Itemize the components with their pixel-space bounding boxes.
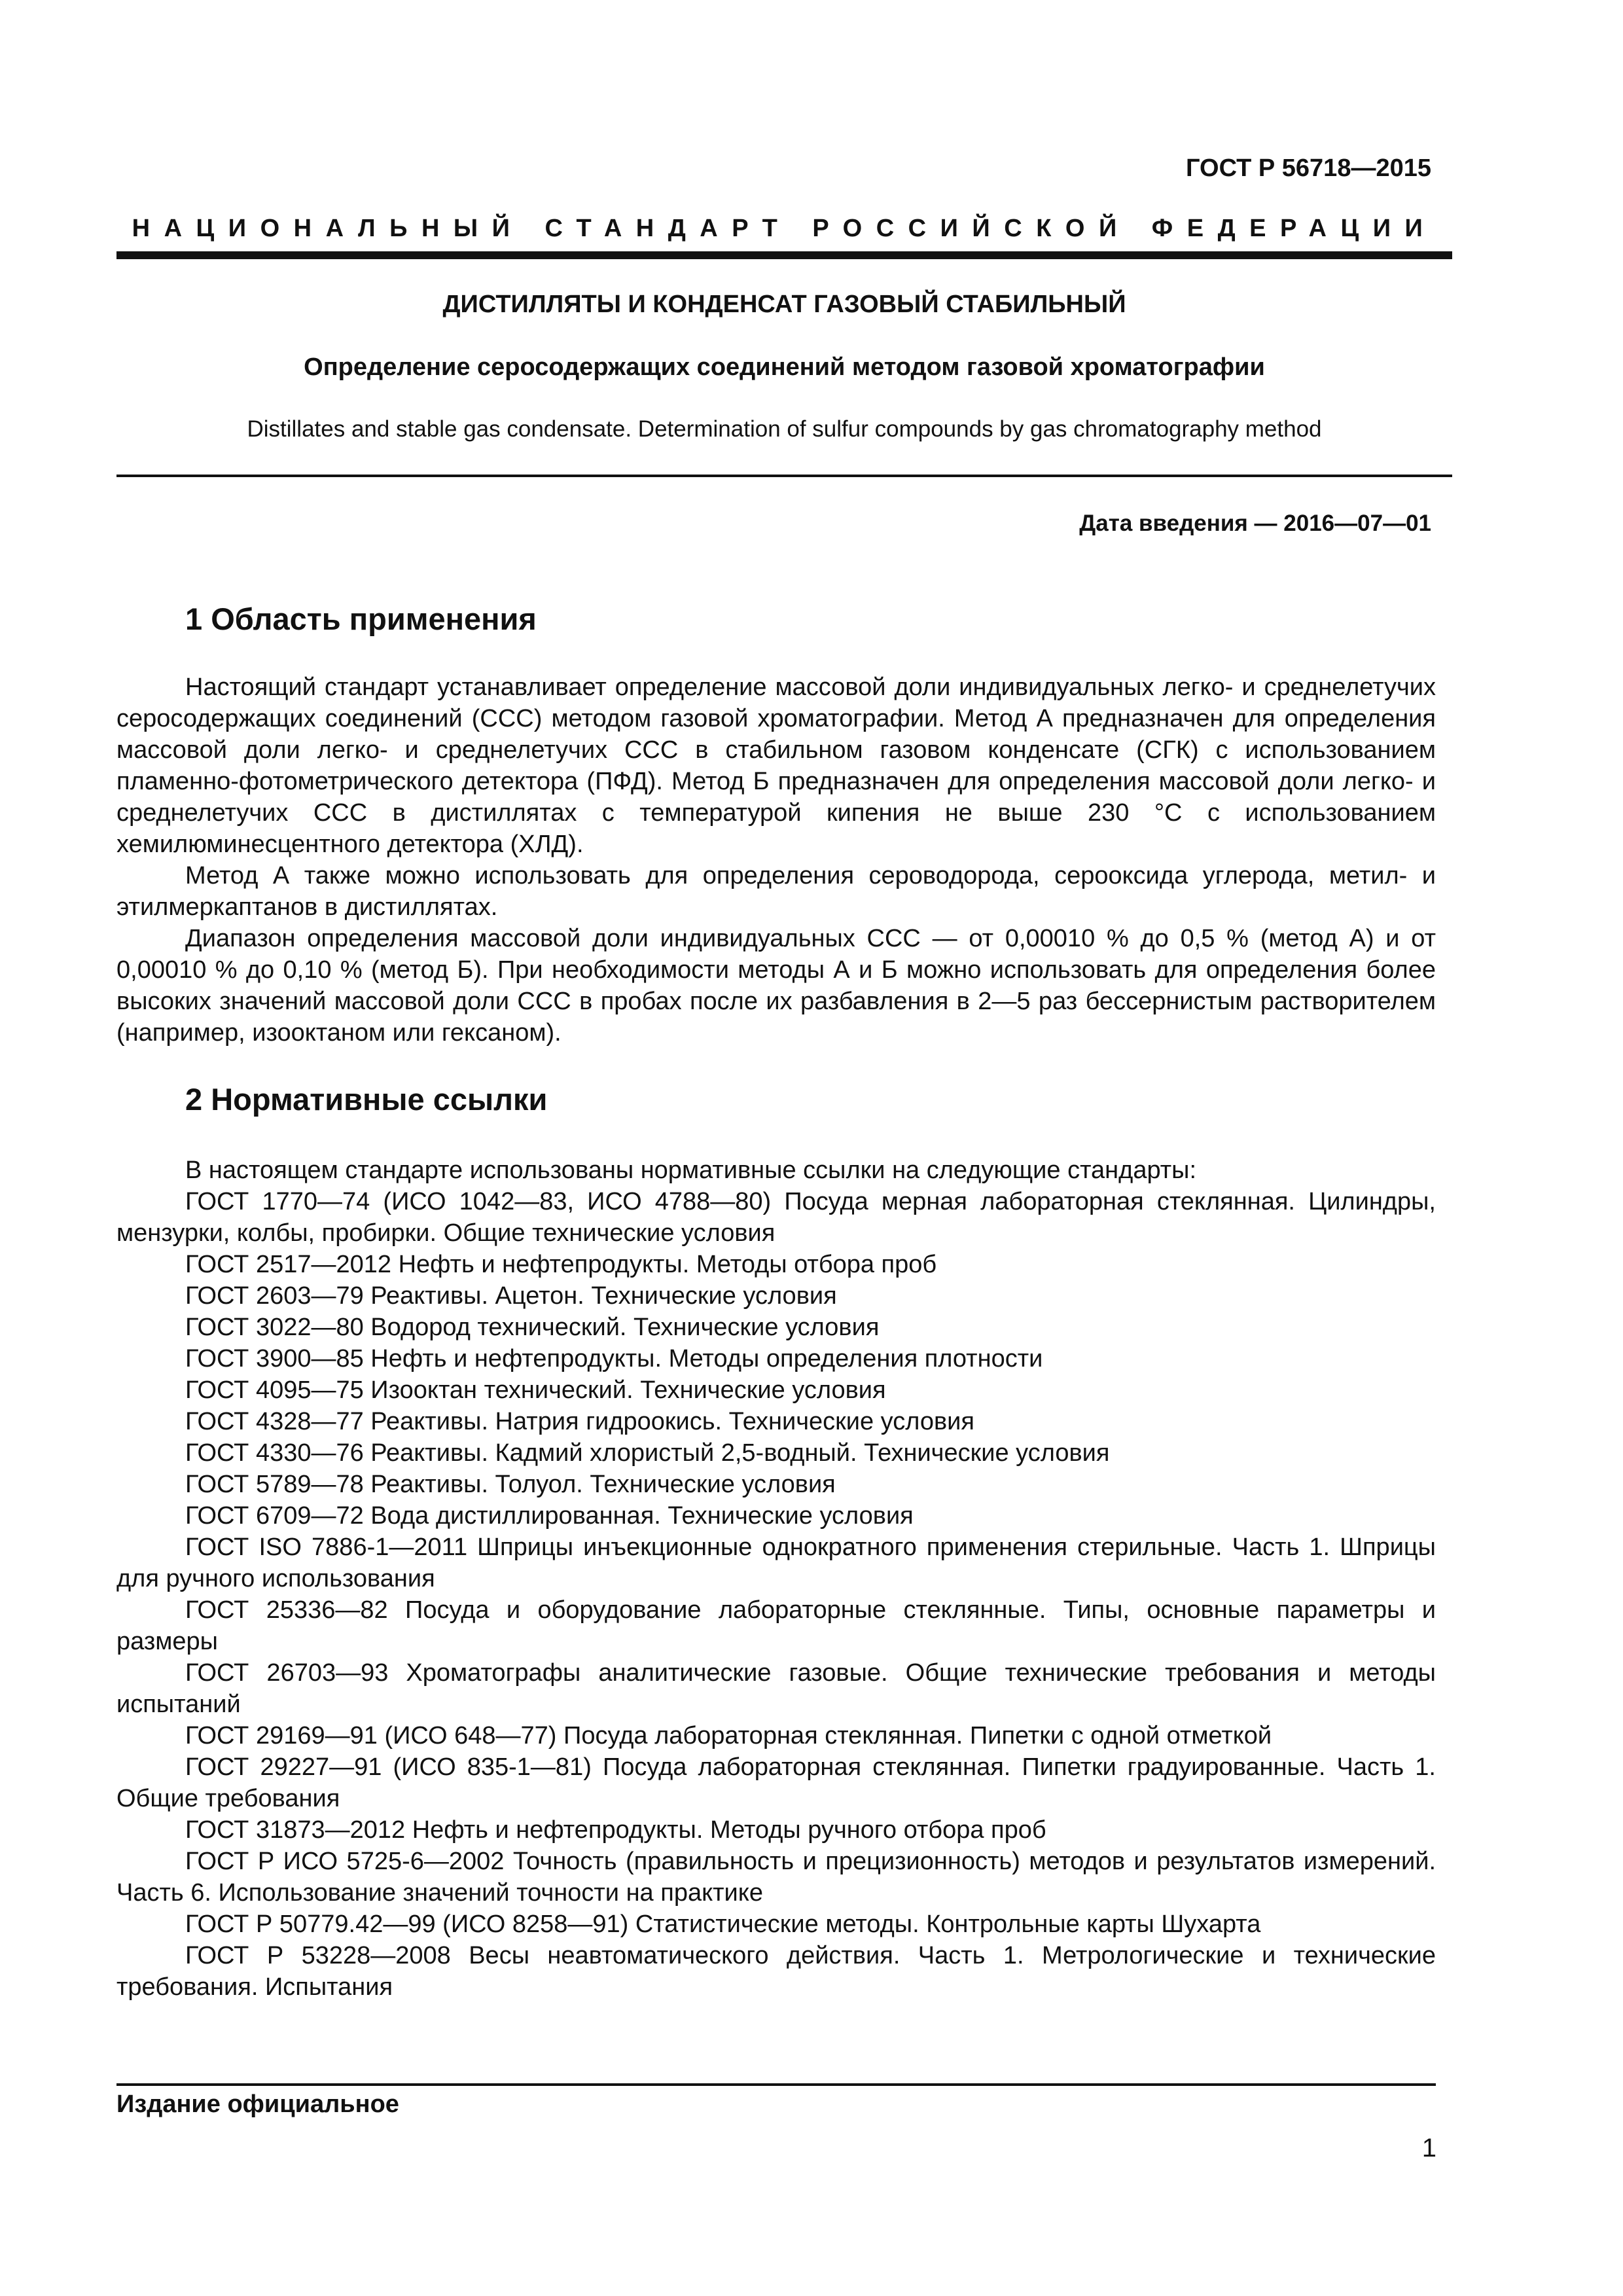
paragraph: Метод А также можно использовать для определения сероводорода, серооксида углерода, метил- и этилмеркаптанов в дистиллятах. <box>116 862 1436 921</box>
section-heading-scope: 1 Область применения <box>185 601 537 636</box>
national-standard-banner: НАЦИОНАЛЬНЫЙ СТАНДАРТ РОССИЙСКОЙ ФЕДЕРАЦИИ <box>132 215 1437 242</box>
reference-item: ГОСТ 4330—76 Реактивы. Кадмий хлористый 2,5-водный. Технические условия <box>185 1439 1110 1467</box>
section-heading-normative-references: 2 Нормативные ссылки <box>185 1082 548 1117</box>
edition-label: Издание официальное <box>116 2090 399 2118</box>
references-intro: В настоящем стандарте использованы нормативные ссылки на следующие стандарты: <box>185 1157 1197 1184</box>
page-number: 1 <box>1421 2134 1436 2162</box>
section-body-normative-references <box>116 1155 1436 2003</box>
footer-divider <box>116 2083 1436 2086</box>
reference-item: ГОСТ 3900—85 Нефть и нефтепродукты. Методы определения плотности <box>185 1345 1043 1372</box>
reference-item: ГОСТ 26703—93 Хроматографы аналитические газовые. Общие технические требования и методы испытаний <box>116 1659 1436 1718</box>
introduction-date: Дата введения — 2016—07—01 <box>1079 511 1431 536</box>
header-divider <box>116 251 1452 259</box>
reference-item: ГОСТ Р 50779.42—99 (ИСО 8258—91) Статистические методы. Контрольные карты Шухарта <box>185 1910 1261 1938</box>
section-body-scope <box>116 672 1436 1049</box>
reference-item: ГОСТ 2517—2012 Нефть и нефтепродукты. Методы отбора проб <box>185 1251 937 1278</box>
english-title: Distillates and stable gas condensate. Determination of sulfur compounds by gas chromatography method <box>247 416 1322 442</box>
reference-item: ГОСТ 31873—2012 Нефть и нефтепродукты. Методы ручного отбора проб <box>185 1816 1046 1844</box>
reference-item: ГОСТ Р 53228—2008 Весы неавтоматического действия. Часть 1. Метрологические и технические требования. Испытания <box>116 1942 1436 2001</box>
reference-item: ГОСТ 5789—78 Реактивы. Толуол. Технические условия <box>185 1471 836 1498</box>
title-divider <box>116 475 1452 477</box>
reference-item: ГОСТ 6709—72 Вода дистиллированная. Технические условия <box>185 1502 914 1530</box>
reference-item: ГОСТ 3022—80 Водород технический. Технические условия <box>185 1314 880 1341</box>
reference-item: ГОСТ 4328—77 Реактивы. Натрия гидроокись. Технические условия <box>185 1408 974 1435</box>
reference-item: ГОСТ 4095—75 Изооктан технический. Технические условия <box>185 1376 886 1404</box>
reference-item: ГОСТ 1770—74 (ИСО 1042—83, ИСО 4788—80) Посуда мерная лабораторная стеклянная. Цилиндры, мензурки, колбы, пробирки. Общие технические условия <box>116 1188 1436 1247</box>
paragraph: Настоящий стандарт устанавливает определение массовой доли индивидуальных легко- и среднелетучих серосодержащих соединений (ССС) методом газовой хроматографии. Метод А предназначен для определения массовой доли легко- и среднелетучих ССС в стабильном газовом конденсате (СГК) с использованием пламенно-фотометрического детектора (ПФД). Метод Б предназначен для определения массовой доли легко- и среднелетучих ССС в дистиллятах с температурой кипения не выше 230 °С с использованием хемилюминесцентного детектора (ХЛД). <box>116 673 1436 858</box>
reference-item: ГОСТ 25336—82 Посуда и оборудование лабораторные стеклянные. Типы, основные параметры и размеры <box>116 1596 1436 1655</box>
standard-code: ГОСТ Р 56718—2015 <box>1186 154 1431 182</box>
reference-item: ГОСТ 29169—91 (ИСО 648—77) Посуда лабораторная стеклянная. Пипетки с одной отметкой <box>185 1722 1272 1749</box>
reference-item: ГОСТ 2603—79 Реактивы. Ацетон. Технические условия <box>185 1282 837 1310</box>
reference-item: ГОСТ Р ИСО 5725-6—2002 Точность (правильность и прецизионность) методов и результатов измерений. Часть 6. Использование значений точности на практике <box>116 1848 1436 1907</box>
reference-item: ГОСТ ISO 7886-1—2011 Шприцы инъекционные однократного применения стерильные. Часть 1. Шприцы для ручного использования <box>116 1534 1436 1592</box>
paragraph: Диапазон определения массовой доли индивидуальных ССС — от 0,00010 % до 0,5 % (метод А) и от 0,00010 % до 0,10 % (метод Б). При необходимости методы А и Б можно использовать для определения более высоких значений массовой доли ССС в пробах после их разбавления в 2—5 раз бессернистым растворителем (например, изооктаном или гексаном). <box>116 925 1436 1047</box>
document-title: ДИСТИЛЛЯТЫ И КОНДЕНСАТ ГАЗОВЫЙ СТАБИЛЬНЫЙ <box>442 291 1126 318</box>
reference-item: ГОСТ 29227—91 (ИСО 835-1—81) Посуда лабораторная стеклянная. Пипетки градуированные. Часть 1. Общие требования <box>116 1753 1436 1812</box>
document-subtitle: Определение серосодержащих соединений методом газовой хроматографии <box>304 353 1265 381</box>
